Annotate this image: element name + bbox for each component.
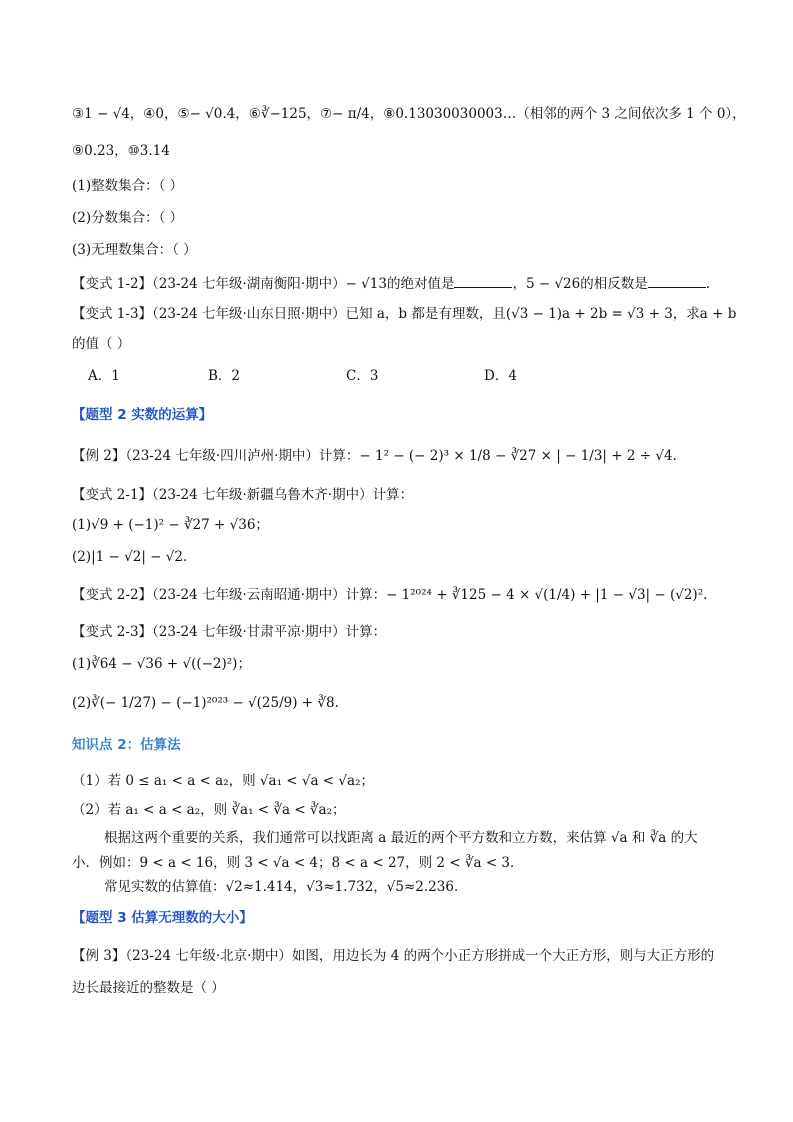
answer-blank-2 (648, 273, 706, 288)
variant-2-1-part-2: (2)|1 − √2| − √2. (72, 549, 188, 565)
variant-1-2 (72, 273, 710, 294)
variant-1-2-part-1: 【变式 1-2】（23-24 七年级·湖南衡阳·期中）− √13的绝对值是 (72, 276, 455, 292)
variant-1-3-continued: 的值（ ） (72, 336, 131, 352)
estimation-example: 小．例如：9 < a < 16，则 3 < √a < 4；8 < a < 27，则 2 < ∛a < 3． (72, 855, 524, 871)
variant-1-2-part-2: ，5 − √26的相反数是 (512, 276, 648, 292)
example-3-continued: 边长最接近的整数是（ ） (72, 980, 225, 996)
variant-2-1: 【变式 2-1】（23-24 七年级·新疆乌鲁木齐·期中）计算： (72, 487, 414, 503)
section-heading-type-3: 【题型 3 估算无理数的大小】 (72, 910, 253, 926)
rule-cube-root: （2）若 a₁ < a < a₂，则 ∛a₁ < ∛a < ∛a₂； (72, 802, 346, 818)
section-heading-type-2: 【题型 2 实数的运算】 (72, 407, 213, 423)
irrational-set-prompt: (3)无理数集合：（ ） (72, 242, 197, 258)
fraction-set-prompt: (2)分数集合：（ ） (72, 210, 184, 226)
choice-options (88, 366, 604, 386)
estimation-explanation: 根据这两个重要的关系，我们通常可以找距离 a 最近的两个平方数和立方数，来估算 √a 和 ∛a 的大 (104, 830, 698, 846)
variant-2-3-part-2: (2)∛(− 1/27) − (−1)²⁰²³ − √(25/9) + ∛8. (72, 695, 339, 711)
rule-square-root: （1）若 0 ≤ a₁ < a < a₂，则 √a₁ < √a < √a₂； (72, 773, 374, 789)
variant-2-1-part-1: (1)√9 + (−1)² − ∛27 + √36； (72, 517, 269, 533)
question-1-items-line-2: ⑨0.23，⑩3.14 (72, 143, 170, 159)
example-3: 【例 3】（23-24 七年级·北京·期中）如图，用边长为 4 的两个小正方形拼成一个大正方形，则与大正方形的 (72, 948, 715, 964)
option-d: D．4 (484, 368, 517, 384)
variant-1-3: 【变式 1-3】（23-24 七年级·山东日照·期中）已知 a，b 都是有理数，且(√3 − 1)a + 2b = √3 + 3，求a + b (72, 306, 737, 322)
answer-blank-1 (454, 273, 512, 288)
option-c: C．3 (346, 368, 379, 384)
option-b: B．2 (208, 368, 241, 384)
variant-2-3-part-1: (1)∛64 − √36 + √((−2)²)； (72, 656, 251, 672)
variant-2-3: 【变式 2-3】（23-24 七年级·甘肃平凉·期中）计算： (72, 624, 387, 640)
variant-2-2: 【变式 2-2】（23-24 七年级·云南昭通·期中）计算：− 1²⁰²⁴ + ∛125 − 4 × √(1/4) + |1 − √3| − (√2)². (72, 587, 708, 603)
question-1-items-line: ③1 − √4，④0，⑤− √0.4，⑥∛−125，⑦− π/4，⑧0.13030030003…（相邻的两个 3 之间依次多 1 个 0）， (72, 106, 746, 122)
common-estimates: 常见实数的估算值：√2≈1.414，√3≈1.732，√5≈2.236． (104, 879, 468, 895)
example-2: 【例 2】（23-24 七年级·四川泸州·期中）计算：− 1² − (− 2)³ × 1/8 − ∛27 × | − 1/3| + 2 ÷ √4. (72, 448, 677, 464)
option-a: A．1 (88, 368, 120, 384)
integer-set-prompt: (1)整数集合：（ ） (72, 178, 184, 194)
variant-1-2-part-3: . (705, 276, 711, 292)
knowledge-point-2-heading: 知识点 2：估算法 (72, 737, 181, 753)
